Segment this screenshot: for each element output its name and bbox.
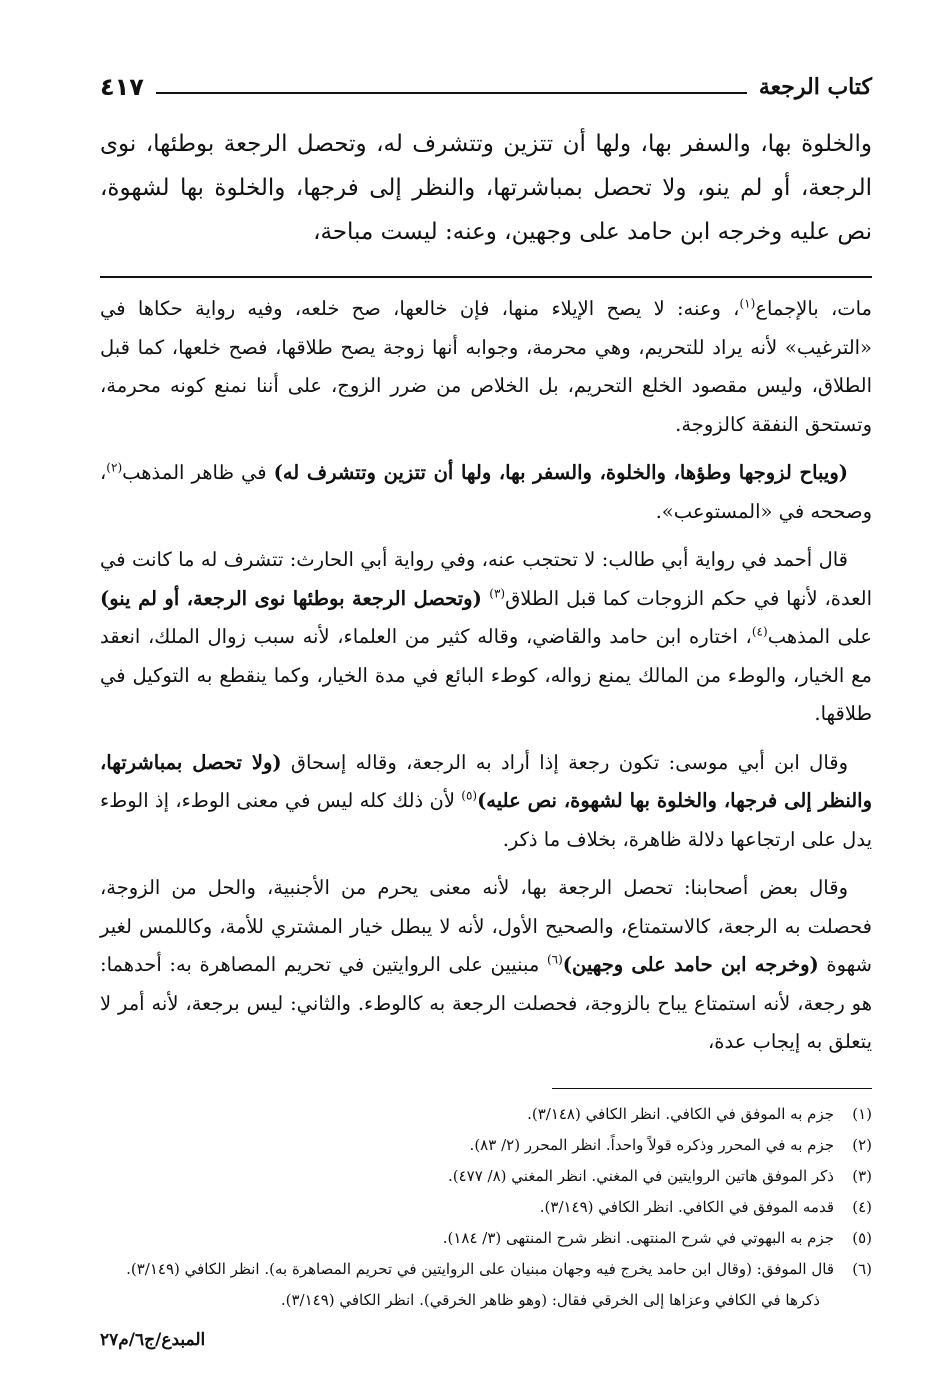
- matn-quote: (ولا تحصل بمباشرتها، والنظر إلى فرجها، والخلوة بها لشهوة، نص عليه): [100, 750, 872, 812]
- footnote-text: ذكر الموفق هاتين الروايتين في المغني. انظر المغني (٨/ ٤٧٧).: [447, 1166, 834, 1185]
- sharh-paragraph: [100, 454, 872, 531]
- footnote-number: (٦): [852, 1259, 872, 1278]
- footnote-ref[interactable]: (٣): [489, 586, 506, 600]
- sharh-paragraph: [100, 744, 872, 860]
- footnote-separator: [552, 1088, 872, 1089]
- page-number: ٤١٧: [100, 73, 144, 101]
- sharh-text: وقال بعض أصحابنا: تحصل الرجعة بها، لأنه معنى يحرم من الأجنبية، والحل من الزوجة، فحصلت به الرجعة، كالاستمتاع، والصحيح الأول، لأنه لا يبطل خيار المشتري للأمة، وكاللمس لغير شهوة: [100, 876, 872, 976]
- matn-quote: (وخرجه ابن حامد على وجهين): [562, 953, 819, 976]
- footnote: [100, 1192, 872, 1223]
- footnote-number: (١): [852, 1104, 872, 1123]
- sharh-text: ، اختاره ابن حامد والقاضي، وقاله كثير من العلماء، لأنه سبب زوال الملك، انعقد مع الخيار، والوطء من المالك يمنع زواله، كوطء البائع في مدة الخيار، وكما ينقطع به التوكيل في طلاقها.: [100, 625, 872, 725]
- book-page: [100, 60, 872, 1316]
- footnote-text: قدمه الموفق في الكافي. انظر الكافي (٣/١٤٩).: [539, 1197, 834, 1216]
- footnote-continuation: ذكرها في الكافي وعزاها إلى الخرقي فقال: (وهو ظاهر الخرقي). انظر الكافي (٣/١٤٩).: [280, 1290, 820, 1309]
- sharh-text: مات، بالإجماع: [755, 297, 872, 320]
- sharh-text: مبنيين على الروايتين في تحريم المصاهرة به: أحدهما: هو رجعة، لأنه استمتاع يباح بالزوجة، فحصلت الرجعة به كالوطء. والثاني: ليس برجعة، لأنه أمر لا يتعلق به إيجاب عدة،: [100, 953, 872, 1053]
- sharh-paragraph: [100, 290, 872, 444]
- footnote-ref[interactable]: (٥): [461, 788, 478, 803]
- footnote-text: جزم به البهوتي في شرح المنتهى. انظر شرح المنتهى (٣/ ١٨٤).: [442, 1228, 834, 1247]
- book-title: كتاب الرجعة: [758, 74, 872, 100]
- sharh-paragraph: [100, 541, 872, 734]
- printer-signature: المبدع/ج٦/م٢٧: [100, 1330, 206, 1350]
- header-rule: [156, 92, 747, 94]
- matn-separator: [100, 276, 872, 278]
- footnote-number: (٢): [852, 1135, 872, 1154]
- footnote-text: قال الموفق: (وقال ابن حامد يخرج فيه وجهان مبنيان على الروايتين في تحريم المصاهرة به). انظر الكافي (٣/١٤٩).: [126, 1259, 834, 1278]
- footnote-ref[interactable]: (٤): [751, 624, 768, 639]
- footnote-ref[interactable]: (٢): [106, 460, 123, 475]
- footnote-text: جزم به الموفق في الكافي. انظر الكافي (٣/١٤٨).: [527, 1104, 834, 1123]
- footnote-number: (٣): [852, 1166, 872, 1185]
- sharh-text: ، وعنه: لا يصح الإيلاء منها، فإن خالعها، صح خلعه، وفيه رواية حكاها في «الترغيب» لأنه يراد للتحريم، وهي محرمة، وجوابه أنها زوجة يصح طلاقها، فصح خلعها، كما قبل الطلاق، وليس مقصود الخلع التحريم، بل الخلاص من ضرر الزوج، على أننا نمنع كونه محرمة، وتستحق النفقة كالزوجة.: [100, 297, 872, 436]
- matn-section: [100, 122, 872, 254]
- matn-quote: (ويباح لزوجها وطؤها، والخلوة، والسفر بها، ولها أن تتزين وتتشرف له): [273, 461, 848, 484]
- sharh-text: ، وصححه في «المستوعب».: [100, 461, 872, 523]
- running-header: [100, 60, 872, 100]
- footnote: [100, 1099, 872, 1130]
- sharh-text: وقال ابن أبي موسى: تكون رجعة إذا أراد به الرجعة، وقاله إسحاق: [281, 750, 849, 774]
- sharh-text: في ظاهر المذهب: [122, 461, 274, 484]
- footnote-ref[interactable]: (١): [739, 296, 756, 311]
- footnote: [100, 1161, 872, 1192]
- sharh-text: على المذهب: [767, 625, 872, 648]
- matn-text: والخلوة بها، والسفر بها، ولها أن تتزين وتتشرف له، وتحصل الرجعة بوطئها، نوى الرجعة، أو لم ينو، ولا تحصل بمباشرتها، والنظر إلى فرجها، والخلوة بها لشهوة، نص عليه وخرجه ابن حامد على وجهين، وعنه: ليست مباحة،: [100, 131, 872, 245]
- footnote: [100, 1254, 872, 1285]
- sharh-text: قال أحمد في رواية أبي طالب: لا تحتجب عنه، وفي رواية أبي الحارث: تتشرف له ما كانت في العدة، لأنها في حكم الزوجات كما قبل الطلاق: [100, 548, 872, 610]
- footnote-text: جزم به في المحرر وذكره قولاً واحداً. انظر المحرر (٢/ ٨٣).: [469, 1135, 834, 1154]
- footnote-number: (٥): [852, 1228, 872, 1247]
- matn-quote: (وتحصل الرجعة بوطئها نوى الرجعة، أو لم ينو): [100, 586, 490, 610]
- sharh-section: [100, 290, 872, 1062]
- footnote: [100, 1223, 872, 1254]
- footnote: [100, 1130, 872, 1161]
- footnote-ref[interactable]: (٦): [546, 952, 563, 967]
- footnote-number: (٤): [852, 1197, 872, 1216]
- sharh-paragraph: [100, 869, 872, 1062]
- footnotes-section: [100, 1099, 872, 1316]
- sharh-text: لأن ذلك كله ليس في معنى الوطء، إذ الوطء يدل على ارتجاعها دلالة ظاهرة، بخلاف ما ذكر.: [100, 789, 872, 851]
